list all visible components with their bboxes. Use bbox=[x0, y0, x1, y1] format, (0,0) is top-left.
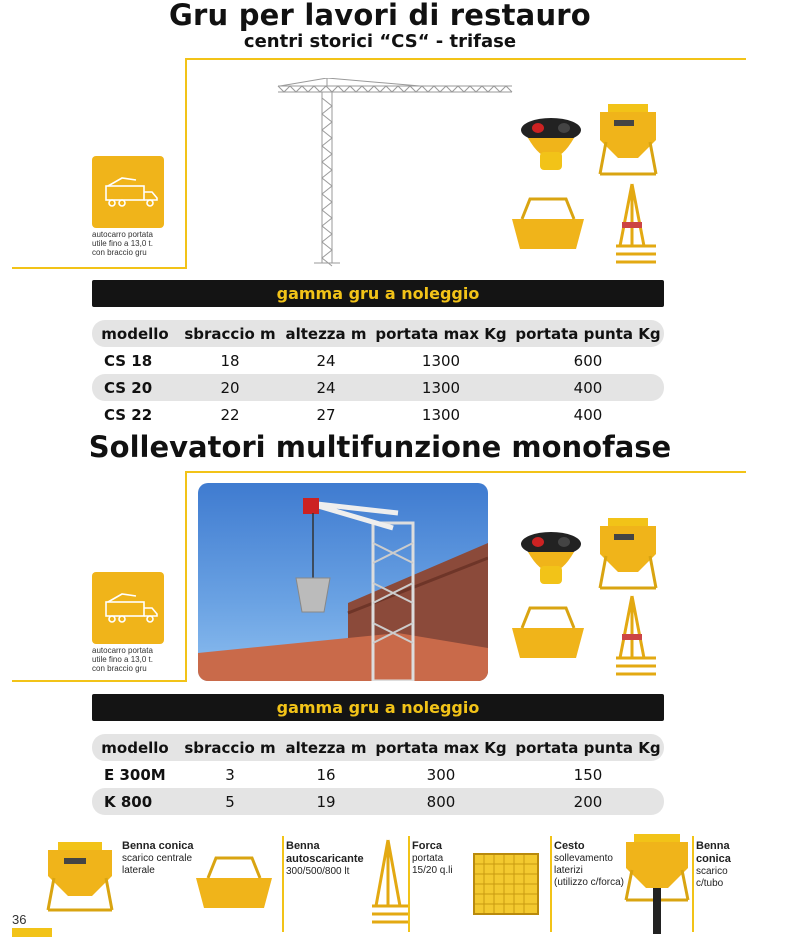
table-cell: 3 bbox=[225, 765, 235, 784]
section1-table bbox=[92, 320, 664, 428]
table-cell: 150 bbox=[573, 765, 603, 784]
table-cell: 400 bbox=[512, 374, 664, 401]
col-header: altezza m bbox=[282, 734, 370, 761]
model-cell: CS 20 bbox=[92, 374, 178, 401]
col-header: portata max Kg bbox=[370, 734, 512, 761]
band-label: gamma gru a noleggio bbox=[276, 698, 480, 717]
accessory-label: Cesto sollevamento laterizi (utilizzo c/forca) bbox=[554, 840, 625, 888]
col-header: modello bbox=[92, 320, 178, 347]
remote-control-image bbox=[518, 526, 584, 588]
frame-left-line bbox=[185, 471, 187, 681]
table-cell: 24 bbox=[282, 374, 370, 401]
section2-title: Sollevatori multifunzione monofase bbox=[88, 430, 672, 464]
table-cell: 200 bbox=[512, 788, 664, 815]
table-cell: 1300 bbox=[421, 405, 461, 424]
tower-crane-image bbox=[270, 78, 520, 268]
col-header: sbraccio m bbox=[178, 734, 282, 761]
frame-left-line bbox=[185, 58, 187, 268]
bucket-image bbox=[596, 98, 660, 178]
table-cell: 19 bbox=[282, 788, 370, 815]
band-label: gamma gru a noleggio bbox=[276, 284, 480, 303]
section1-title: Gru per lavori di restauro bbox=[169, 0, 591, 32]
frame-top-line bbox=[185, 471, 746, 473]
table-cell: 24 bbox=[316, 351, 336, 370]
table-cell: 600 bbox=[573, 351, 603, 370]
model-cell: CS 18 bbox=[104, 351, 153, 370]
truck-note: autocarro portata utile fino a 13,0 t. con braccio gru bbox=[92, 646, 153, 673]
table-header-row bbox=[92, 734, 664, 761]
table-cell: 1300 bbox=[421, 351, 461, 370]
accessory-divider bbox=[282, 836, 284, 932]
truck-icon bbox=[92, 572, 164, 644]
fork-image bbox=[606, 182, 658, 268]
brick-basket-image bbox=[470, 848, 542, 918]
table-row bbox=[92, 347, 664, 374]
page-number-bar bbox=[12, 928, 52, 937]
accessory-name: Forca bbox=[412, 840, 442, 852]
model-cell: E 300M bbox=[104, 765, 166, 784]
remote-control-image bbox=[518, 112, 584, 174]
accessory-divider bbox=[692, 836, 694, 932]
table-cell: 300 bbox=[426, 765, 456, 784]
col-header: modello bbox=[92, 734, 178, 761]
accessory-name: Cesto bbox=[554, 840, 585, 852]
table-cell: 800 bbox=[370, 788, 512, 815]
page-number: 36 bbox=[12, 912, 27, 927]
table-row bbox=[92, 401, 664, 428]
table-cell: 20 bbox=[178, 374, 282, 401]
table-cell: 1300 bbox=[370, 374, 512, 401]
col-header: sbraccio m bbox=[178, 320, 282, 347]
dumping-bucket-image bbox=[508, 604, 588, 666]
accessory-name: Benna autoscaricante bbox=[286, 840, 364, 865]
truck-note: autocarro portata utile fino a 13,0 t. con braccio gru bbox=[92, 230, 153, 257]
table-row bbox=[92, 761, 664, 788]
table-header-row bbox=[92, 320, 664, 347]
bucket-image bbox=[596, 512, 660, 592]
lifter-photo bbox=[198, 483, 488, 681]
accessory-label: Benna conica scarico centrale laterale bbox=[122, 840, 194, 876]
model-cell: K 800 bbox=[92, 788, 178, 815]
table-cell: 22 bbox=[220, 405, 240, 424]
accessory-label: Benna conica scarico c/tubo bbox=[696, 840, 731, 889]
conical-bucket-tube-image bbox=[622, 830, 692, 936]
table-cell: 400 bbox=[573, 405, 603, 424]
model-cell: CS 22 bbox=[104, 405, 153, 424]
table-cell: 18 bbox=[220, 351, 240, 370]
conical-bucket-image bbox=[44, 838, 116, 914]
col-header: portata punta Kg bbox=[512, 734, 664, 761]
accessory-name: Benna conica bbox=[122, 840, 194, 852]
truck-icon bbox=[92, 156, 164, 228]
frame-bottom-line bbox=[12, 267, 187, 269]
accessory-label: Forca portata 15/20 q.li bbox=[412, 840, 453, 876]
frame-bottom-line bbox=[12, 680, 187, 682]
section2-table bbox=[92, 734, 664, 815]
table-row bbox=[92, 788, 664, 815]
table-cell: 16 bbox=[316, 765, 336, 784]
col-header: portata max Kg bbox=[370, 320, 512, 347]
table-row bbox=[92, 374, 664, 401]
table-cell: 5 bbox=[178, 788, 282, 815]
table-cell: 27 bbox=[316, 405, 336, 424]
dumping-bucket-image bbox=[508, 195, 588, 257]
section2-band bbox=[92, 694, 664, 721]
self-unloading-bucket-image bbox=[192, 852, 276, 918]
section1-band bbox=[92, 280, 664, 307]
col-header: altezza m bbox=[282, 320, 370, 347]
accessory-label: Benna autoscaricante 300/500/800 lt bbox=[286, 840, 364, 877]
fork-image bbox=[366, 838, 410, 930]
frame-top-line bbox=[185, 58, 746, 60]
col-header: portata punta Kg bbox=[512, 320, 664, 347]
fork-image bbox=[606, 594, 658, 680]
section1-subtitle: centri storici “CS“ - trifase bbox=[243, 31, 517, 52]
accessory-divider bbox=[550, 836, 552, 932]
accessory-name: Benna conica bbox=[696, 840, 731, 865]
